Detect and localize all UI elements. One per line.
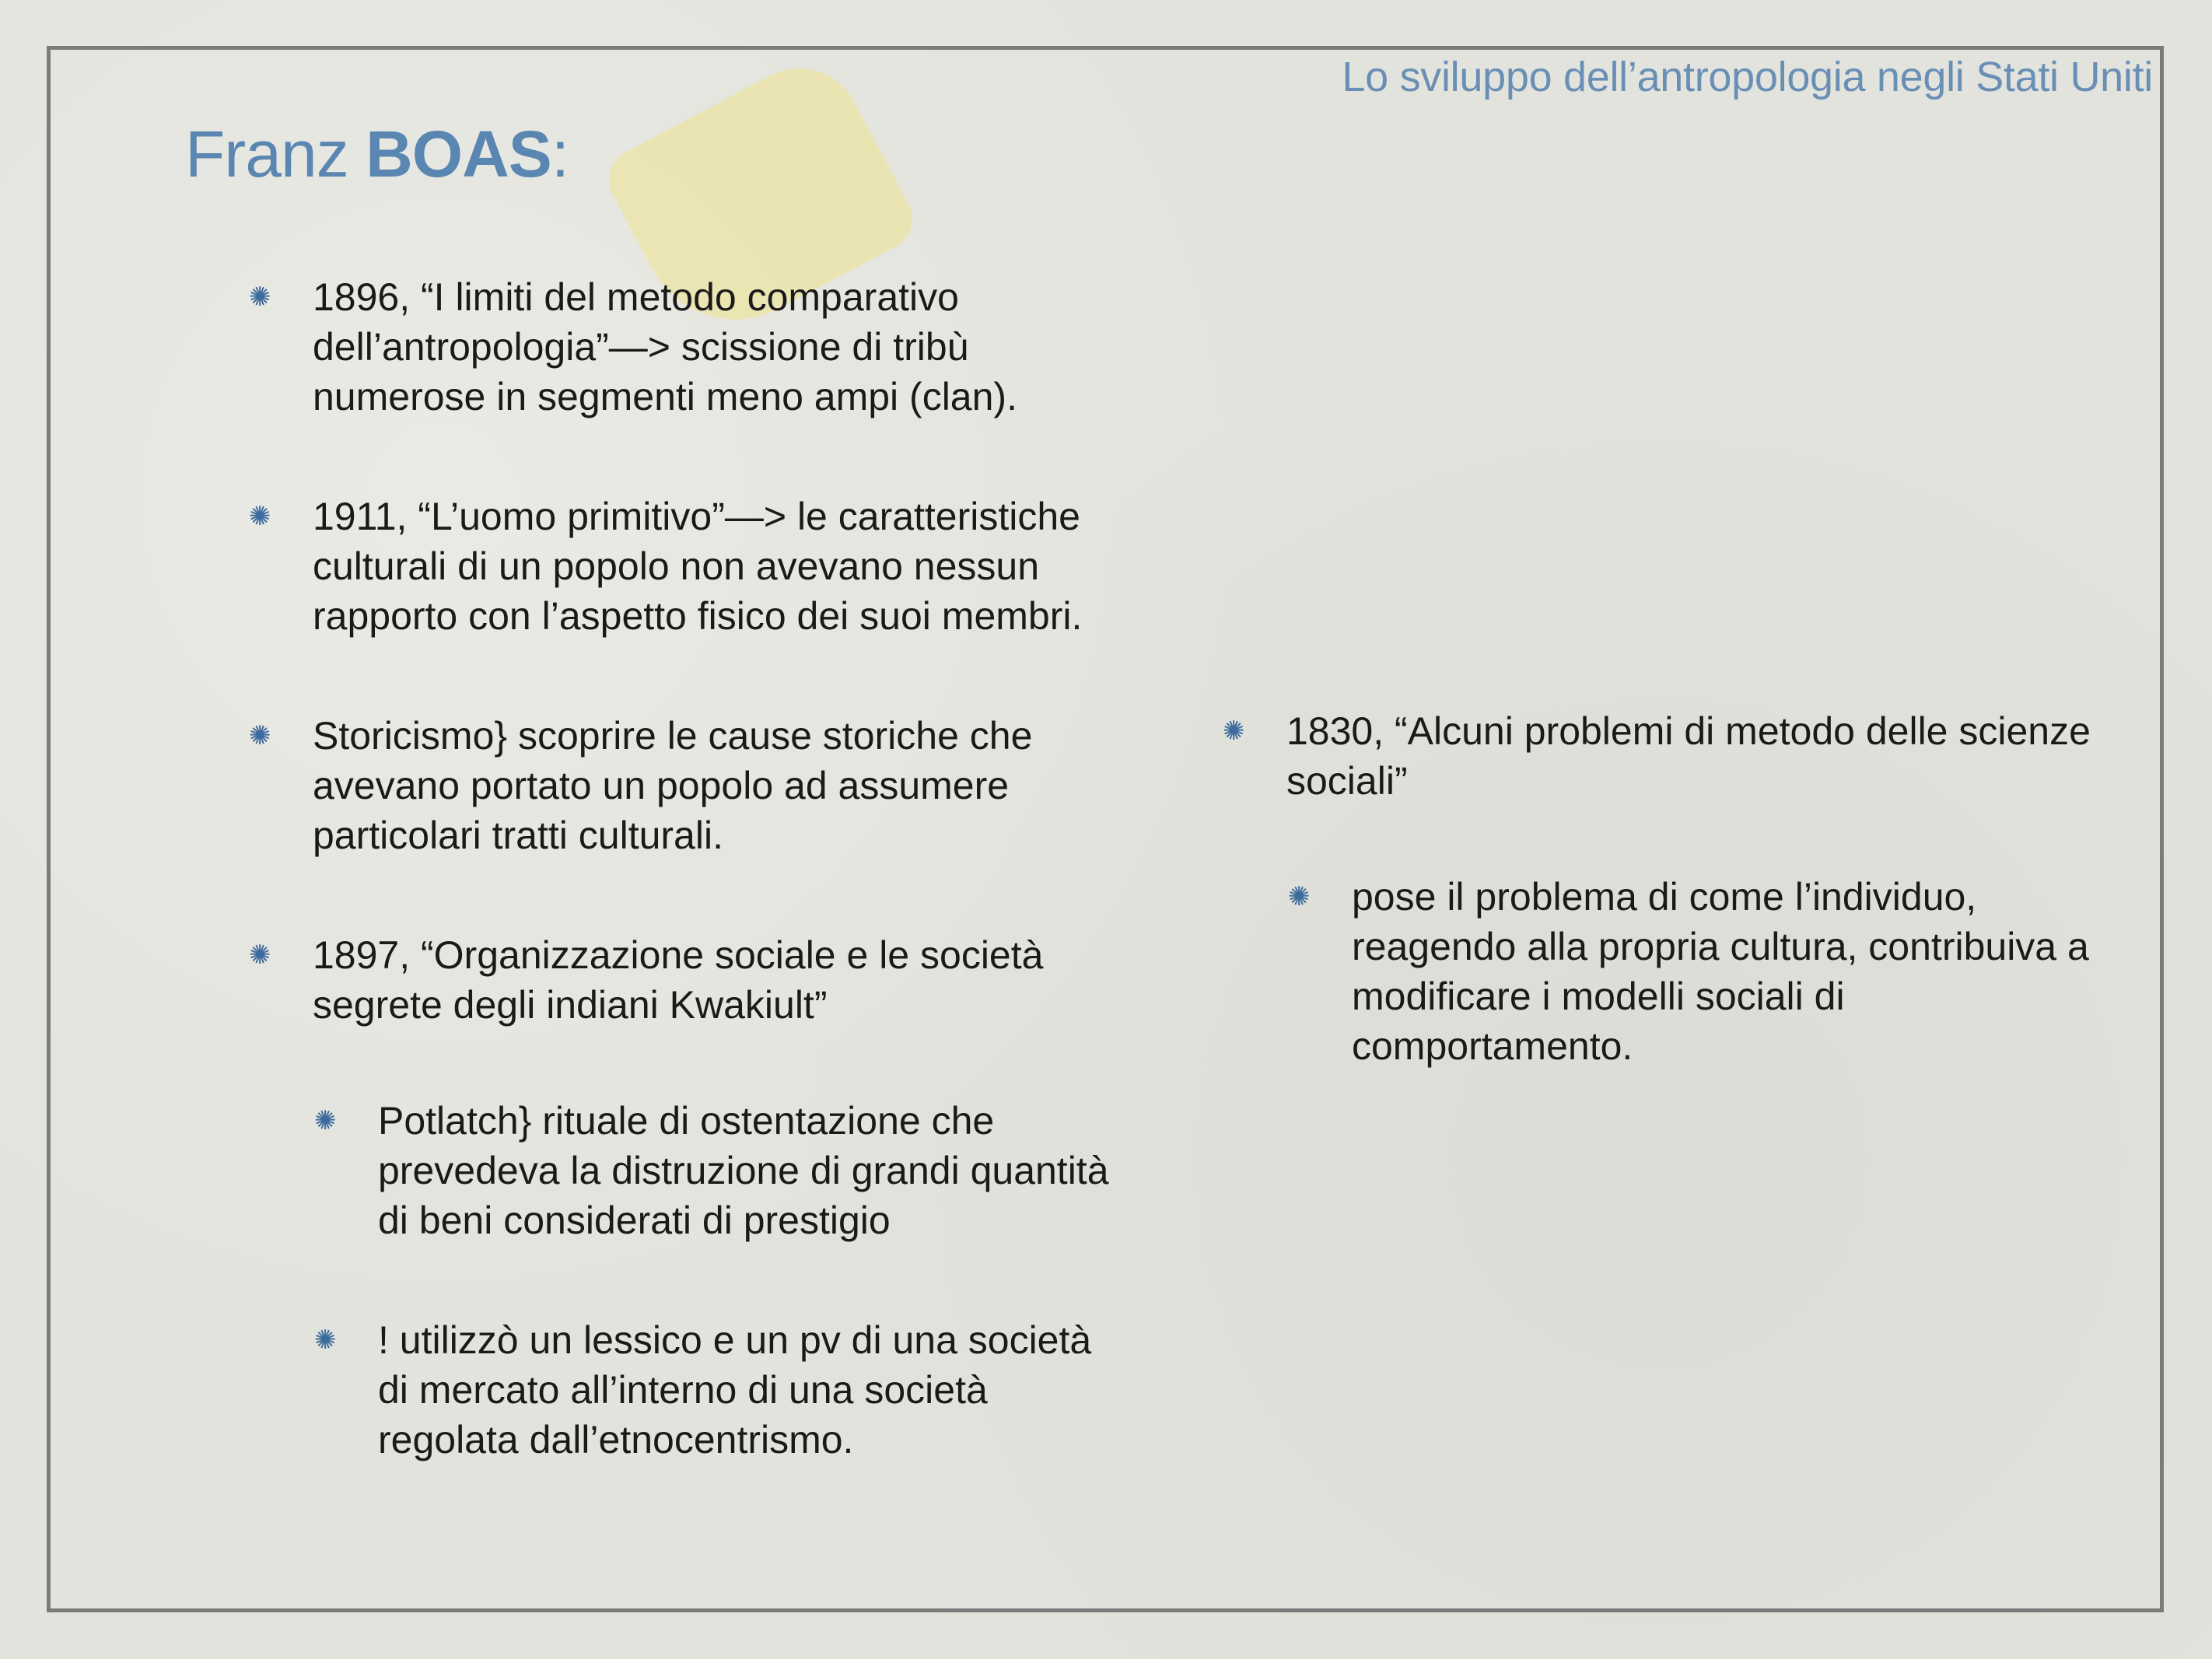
asterisk-bullet-icon: ✺ — [249, 502, 271, 531]
sub-list-item — [1288, 872, 2102, 1071]
asterisk-bullet-icon: ✺ — [249, 282, 271, 312]
list-item — [249, 711, 1120, 860]
list-item — [249, 930, 1120, 1030]
section-header: Lo sviluppo dell’antropologia negli Stati Uniti — [1342, 54, 2153, 100]
list-item-text: pose il problema di come l’individuo, reagendo alla propria cultura, contribuiva a modificare i modelli sociali di comportamento. — [1352, 875, 2089, 1068]
sub-list-item — [314, 1096, 1120, 1245]
list-item-text: 1896, “I limiti del metodo comparativo dell’antropologia”—> scissione di tribù numerose in segmenti meno ampi (clan). — [313, 275, 1017, 418]
title-suffix: : — [551, 117, 569, 191]
list-item-text: Storicismo} scoprire le cause storiche che avevano portato un popolo ad assumere particolari tratti culturali. — [313, 714, 1033, 857]
right-bullet-list — [1223, 706, 2102, 1071]
list-item-text: ! utilizzò un lessico e un pv di una società di mercato all’interno di una società regolata dall’etnocentrismo. — [378, 1318, 1092, 1461]
left-bullet-list — [249, 272, 1120, 1465]
sub-list-item — [314, 1315, 1120, 1465]
asterisk-bullet-icon: ✺ — [249, 940, 271, 970]
list-item-text: 1897, “Organizzazione sociale e le società segrete degli indiani Kwakiult” — [313, 933, 1044, 1027]
title-name: BOAS — [366, 117, 551, 191]
list-item-text: 1830, “Alcuni problemi di metodo delle scienze sociali” — [1286, 709, 2091, 803]
list-item-text: Potlatch} rituale di ostentazione che prevedeva la distruzione di grandi quantità di beni considerati di prestigio — [378, 1099, 1109, 1242]
list-item-text: 1911, “L’uomo primitivo”—> le caratteristiche culturali di un popolo non avevano nessun rapporto con l’aspetto fisico dei suoi membri. — [313, 495, 1083, 638]
asterisk-bullet-icon: ✺ — [1223, 716, 1245, 746]
list-item — [249, 272, 1120, 422]
asterisk-bullet-icon: ✺ — [314, 1325, 337, 1355]
slide-title — [185, 117, 569, 192]
list-item — [1223, 706, 2102, 806]
asterisk-bullet-icon: ✺ — [249, 721, 271, 751]
title-prefix: Franz — [185, 117, 366, 191]
asterisk-bullet-icon: ✺ — [1288, 882, 1311, 912]
list-item — [249, 492, 1120, 641]
asterisk-bullet-icon: ✺ — [314, 1106, 337, 1136]
